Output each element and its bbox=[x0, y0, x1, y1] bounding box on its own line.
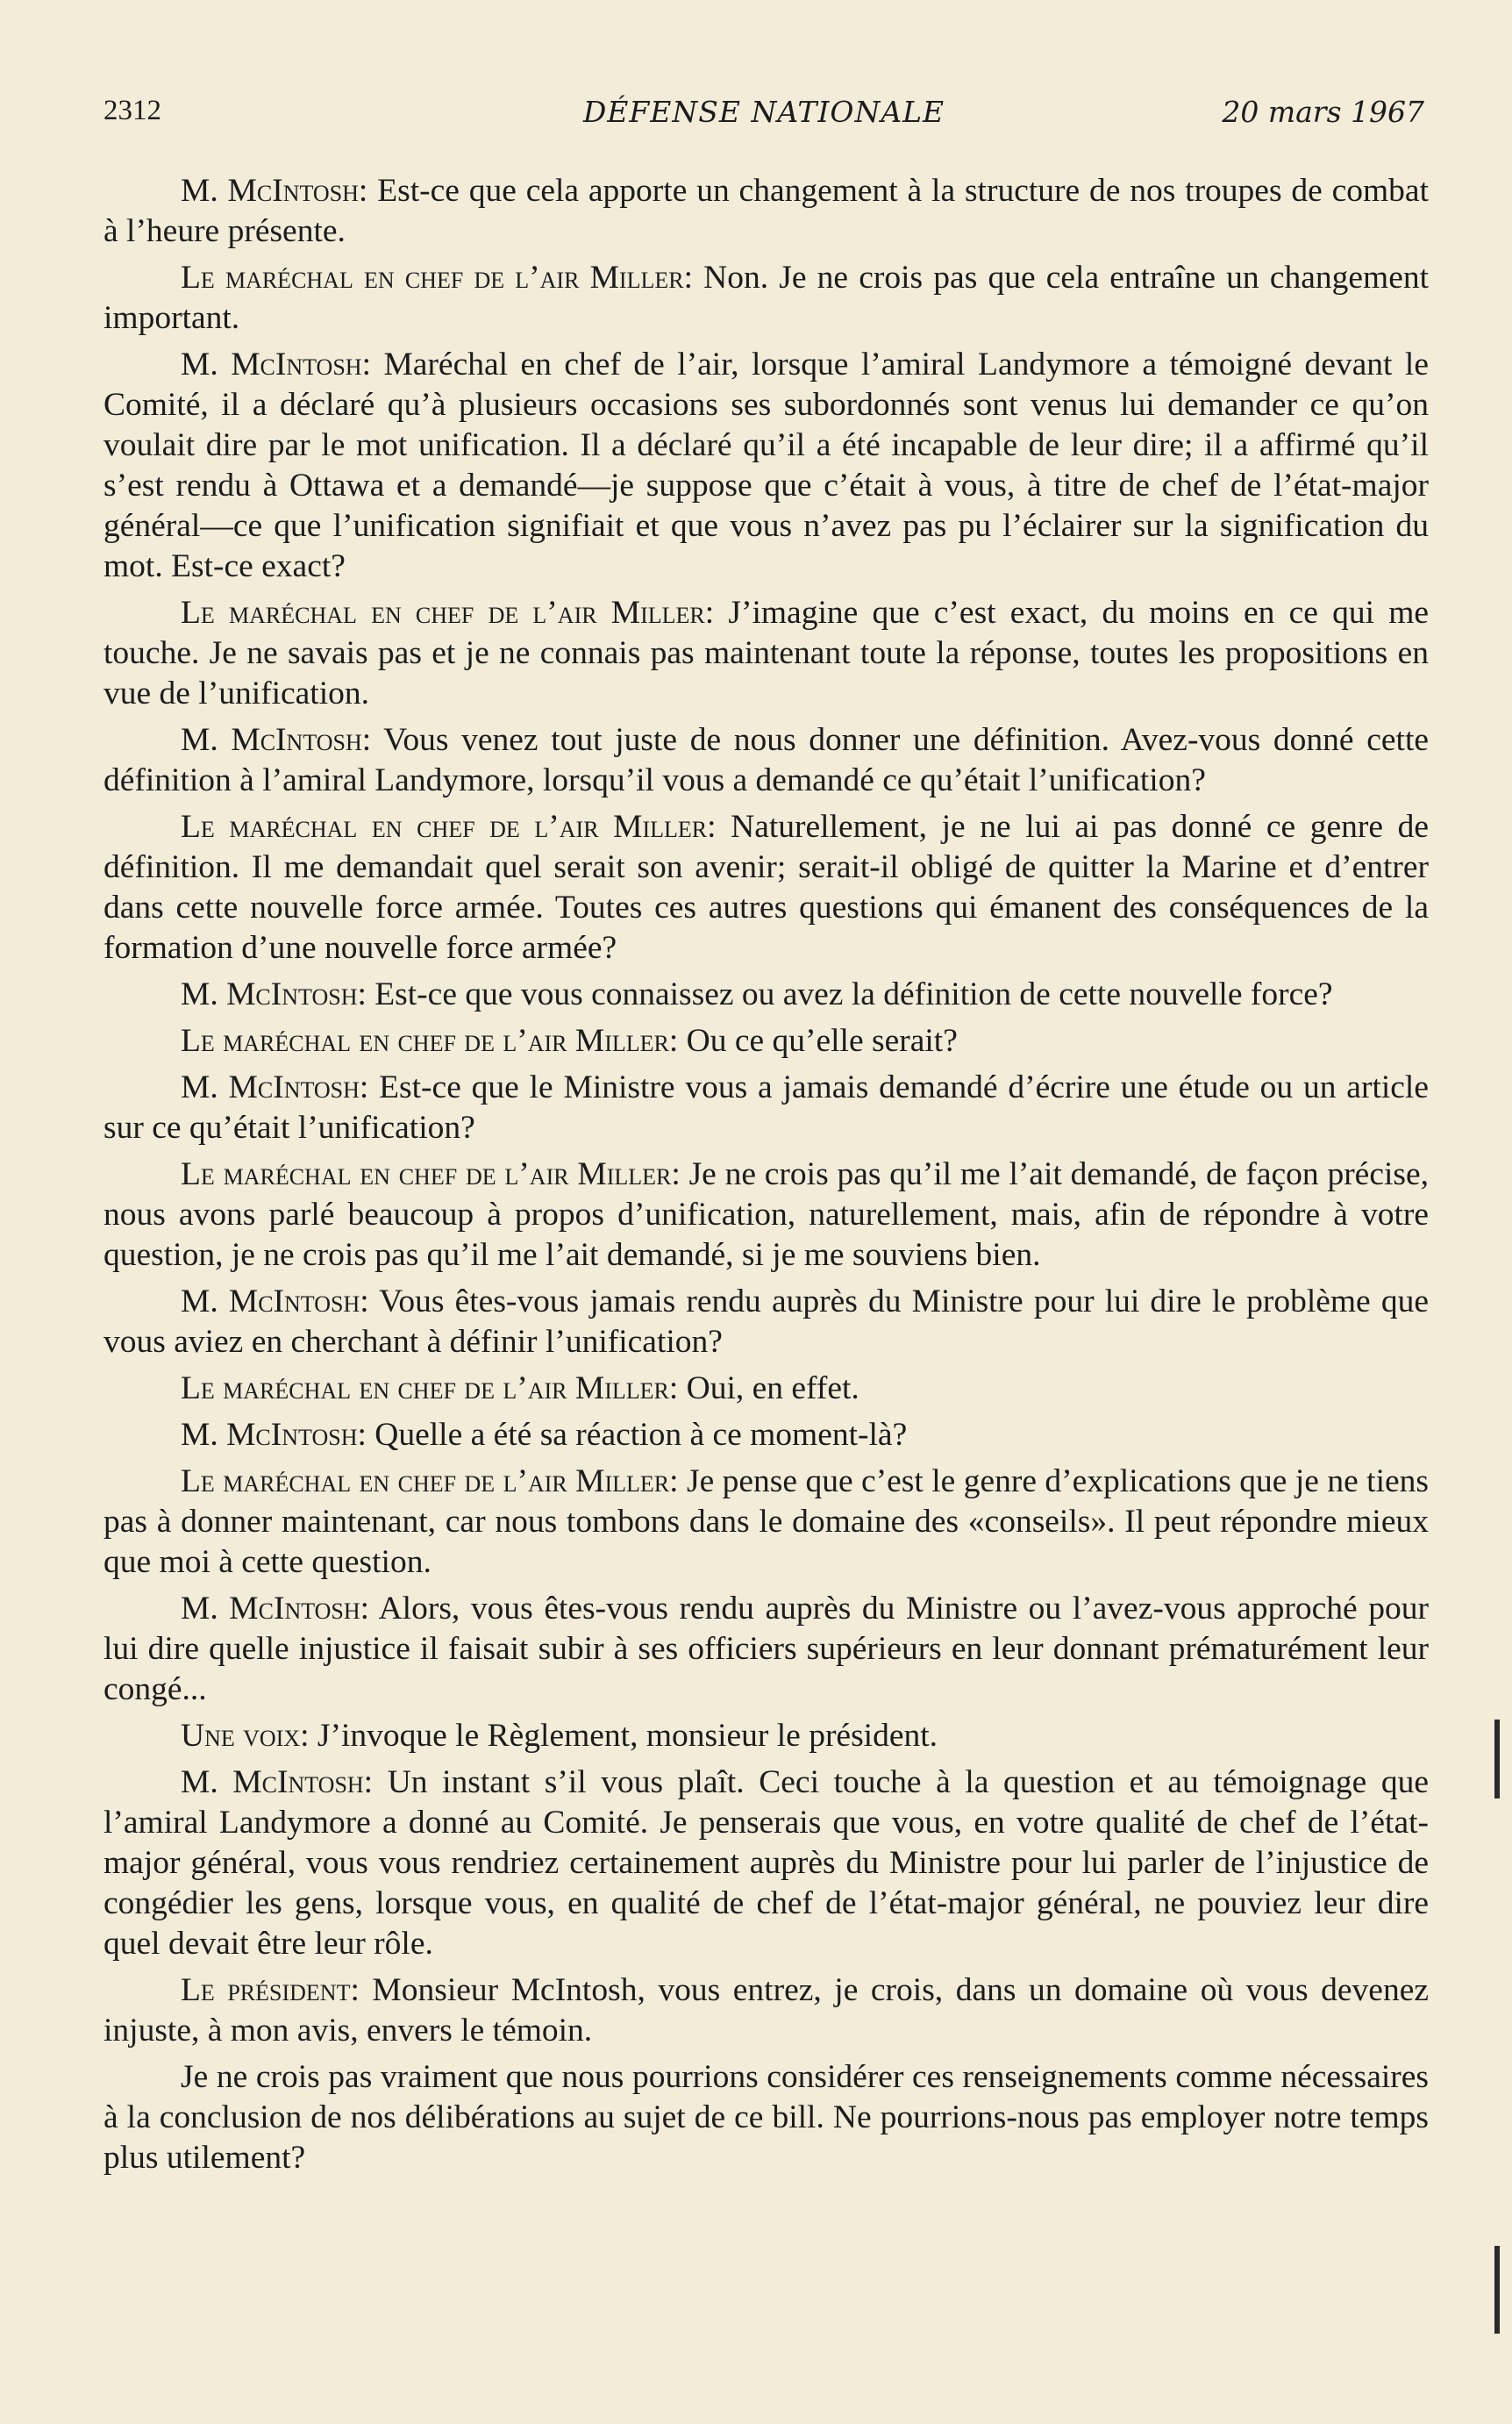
paragraph bbox=[103, 593, 1429, 714]
paragraph bbox=[103, 1716, 1429, 1756]
paragraph bbox=[103, 720, 1429, 801]
paragraph bbox=[103, 345, 1429, 587]
paragraph bbox=[103, 1282, 1429, 1362]
paragraph-text: Alors, vous êtes-vous rendu auprès du Ministre ou l’avez-vous approché pour lui dire quelle injustice il faisait subir à ses officiers supérieurs en leur donnant prématurément leur congé... bbox=[103, 1591, 1429, 1707]
paragraph bbox=[103, 258, 1429, 339]
paragraph-text: Vous venez tout juste de nous donner une définition. Avez-vous donné cette définition à l’amiral Landymore, lorsqu’il vous a demandé ce qu’était l’unification? bbox=[103, 722, 1430, 798]
speaker: M. McIntosh: bbox=[181, 1417, 367, 1453]
speaker: Une voix: bbox=[181, 1718, 310, 1754]
paragraph-text: Je pense que c’est le genre d’explications que je ne tiens pas à donner maintenant, car nous tombons dans le domaine des «conseils». Il peut répondre mieux que moi à cette question. bbox=[103, 1463, 1429, 1580]
paragraph-text: Naturellement, je ne lui ai pas donné ce genre de définition. Il me demandait quel serait son avenir; serait-il obligé de quitter la Marine et d’entrer dans cette nouvelle force armée. Toutes ces autres questions qui émanent des conséquences de la formation d’une nouvelle force armée? bbox=[103, 809, 1429, 966]
paragraph-text: Est-ce que vous connaissez ou avez la définition de cette nouvelle force? bbox=[366, 976, 1333, 1012]
paragraph bbox=[103, 1415, 1429, 1455]
paragraph bbox=[103, 1068, 1429, 1148]
speaker: Le président: bbox=[181, 1972, 360, 2008]
speaker: Le maréchal en chef de l’air Miller: bbox=[181, 1370, 679, 1406]
paragraph bbox=[103, 1970, 1429, 2051]
speaker: Le maréchal en chef de l’air Miller: bbox=[181, 1463, 679, 1499]
page-number: 2312 bbox=[103, 95, 161, 126]
paragraph-text: J’imagine que c’est exact, du moins en ce qui me touche. Je ne savais pas et je ne connais pas maintenant toute la réponse, toutes les propositions en vue de l’unification. bbox=[103, 595, 1430, 711]
paragraph bbox=[103, 1021, 1429, 1062]
paragraph-text: Je ne crois pas vraiment que nous pourrions considérer ces renseignements comme nécessaires à la conclusion de nos délibérations au sujet de ce bill. Ne pourrions-nous pas employer notre temps plus utilement? bbox=[103, 2059, 1429, 2176]
speaker: Le maréchal en chef de l’air Miller: bbox=[181, 809, 717, 845]
paragraph-text: Vous êtes-vous jamais rendu auprès du Ministre pour lui dire le problème que vous aviez en cherchant à définir l’unification? bbox=[103, 1284, 1429, 1360]
paragraph bbox=[103, 1763, 1429, 1964]
paragraph bbox=[103, 1462, 1429, 1583]
speaker: M. McIntosh: bbox=[181, 1764, 374, 1800]
paragraph-text: J’invoque le Règlement, monsieur le président. bbox=[309, 1718, 938, 1754]
paragraph-text: Ou ce qu’elle serait? bbox=[678, 1023, 958, 1059]
paragraph bbox=[103, 1155, 1429, 1276]
speaker: Le maréchal en chef de l’air Miller: bbox=[181, 260, 693, 296]
paragraph bbox=[103, 1369, 1429, 1409]
speaker: M. McIntosh: bbox=[181, 722, 372, 758]
paragraph bbox=[103, 807, 1429, 969]
paragraph-text: Non. Je ne crois pas que cela entraîne un changement important. bbox=[103, 260, 1430, 336]
speaker: M. McIntosh: bbox=[181, 173, 368, 209]
paragraph bbox=[103, 1589, 1429, 1710]
speaker: M. McIntosh: bbox=[181, 1591, 370, 1627]
speaker: Le maréchal en chef de l’air Miller: bbox=[181, 1156, 681, 1192]
paragraph bbox=[103, 171, 1429, 252]
header-date: 20 mars 1967 bbox=[1222, 95, 1424, 129]
speaker: M. McIntosh: bbox=[181, 976, 367, 1012]
paragraph-text: Un instant s’il vous plaît. Ceci touche à la question et au témoignage que l’amiral Landymore a donné au Comité. Je penserais que vous, en votre qualité de chef de l’état-major général, vous vous rendriez certainement auprès du Ministre pour lui parler de l’injustice de congédier les gens, lorsque vous, en qualité de chef de l’état-major général, ne pouviez leur dire quel devait être leur rôle. bbox=[103, 1764, 1429, 1962]
paragraph-text: Oui, en effet. bbox=[678, 1370, 859, 1406]
speaker: Le maréchal en chef de l’air Miller: bbox=[181, 1023, 679, 1059]
running-header bbox=[103, 95, 1424, 137]
speaker: M. McIntosh: bbox=[181, 1284, 369, 1319]
paragraph-text: Maréchal en chef de l’air, lorsque l’amiral Landymore a témoigné devant le Comité, il a déclaré qu’à plusieurs occasions ses subordonnés sont venus lui demander ce qu’on voulait dire par le mot unification. Il a déclaré qu’il a été incapable de leur dire; il a affirmé qu’il s’est rendu à Ottawa et a demandé—je suppose que c’était à vous, à titre de chef de l’état-major général—ce que l’unification signifiait et que vous n’avez pas pu l’éclairer sur la signification du mot. Est-ce exact? bbox=[103, 347, 1429, 584]
transcript-body bbox=[103, 171, 1429, 2184]
speaker: M. McIntosh: bbox=[181, 347, 371, 383]
paragraph-text: Quelle a été sa réaction à ce moment-là? bbox=[366, 1417, 908, 1453]
speaker: Le maréchal en chef de l’air Miller: bbox=[181, 595, 715, 631]
paragraph-text: Monsieur McIntosh, vous entrez, je crois, dans un domaine où vous devenez injuste, à mon avis, envers le témoin. bbox=[103, 1972, 1429, 2049]
speaker: M. McIntosh: bbox=[181, 1069, 369, 1105]
paragraph-text: Est-ce que le Ministre vous a jamais demandé d’écrire une étude ou un article sur ce qu’était l’unification? bbox=[103, 1069, 1429, 1146]
paragraph-text: Est-ce que cela apporte un changement à la structure de nos troupes de combat à l’heure présente. bbox=[103, 173, 1429, 249]
binding-edge-mark bbox=[1494, 2246, 1500, 2334]
binding-edge-mark bbox=[1494, 1720, 1500, 1798]
paragraph bbox=[103, 2057, 1429, 2178]
paragraph-text: Je ne crois pas qu’il me l’ait demandé, de façon précise, nous avons parlé beaucoup à propos d’unification, naturellement, mais, afin de répondre à votre question, je ne crois pas qu’il me l’ait demandé, si je me souviens bien. bbox=[103, 1156, 1430, 1273]
paragraph bbox=[103, 975, 1429, 1015]
running-title: DÉFENSE NATIONALE bbox=[582, 95, 945, 129]
